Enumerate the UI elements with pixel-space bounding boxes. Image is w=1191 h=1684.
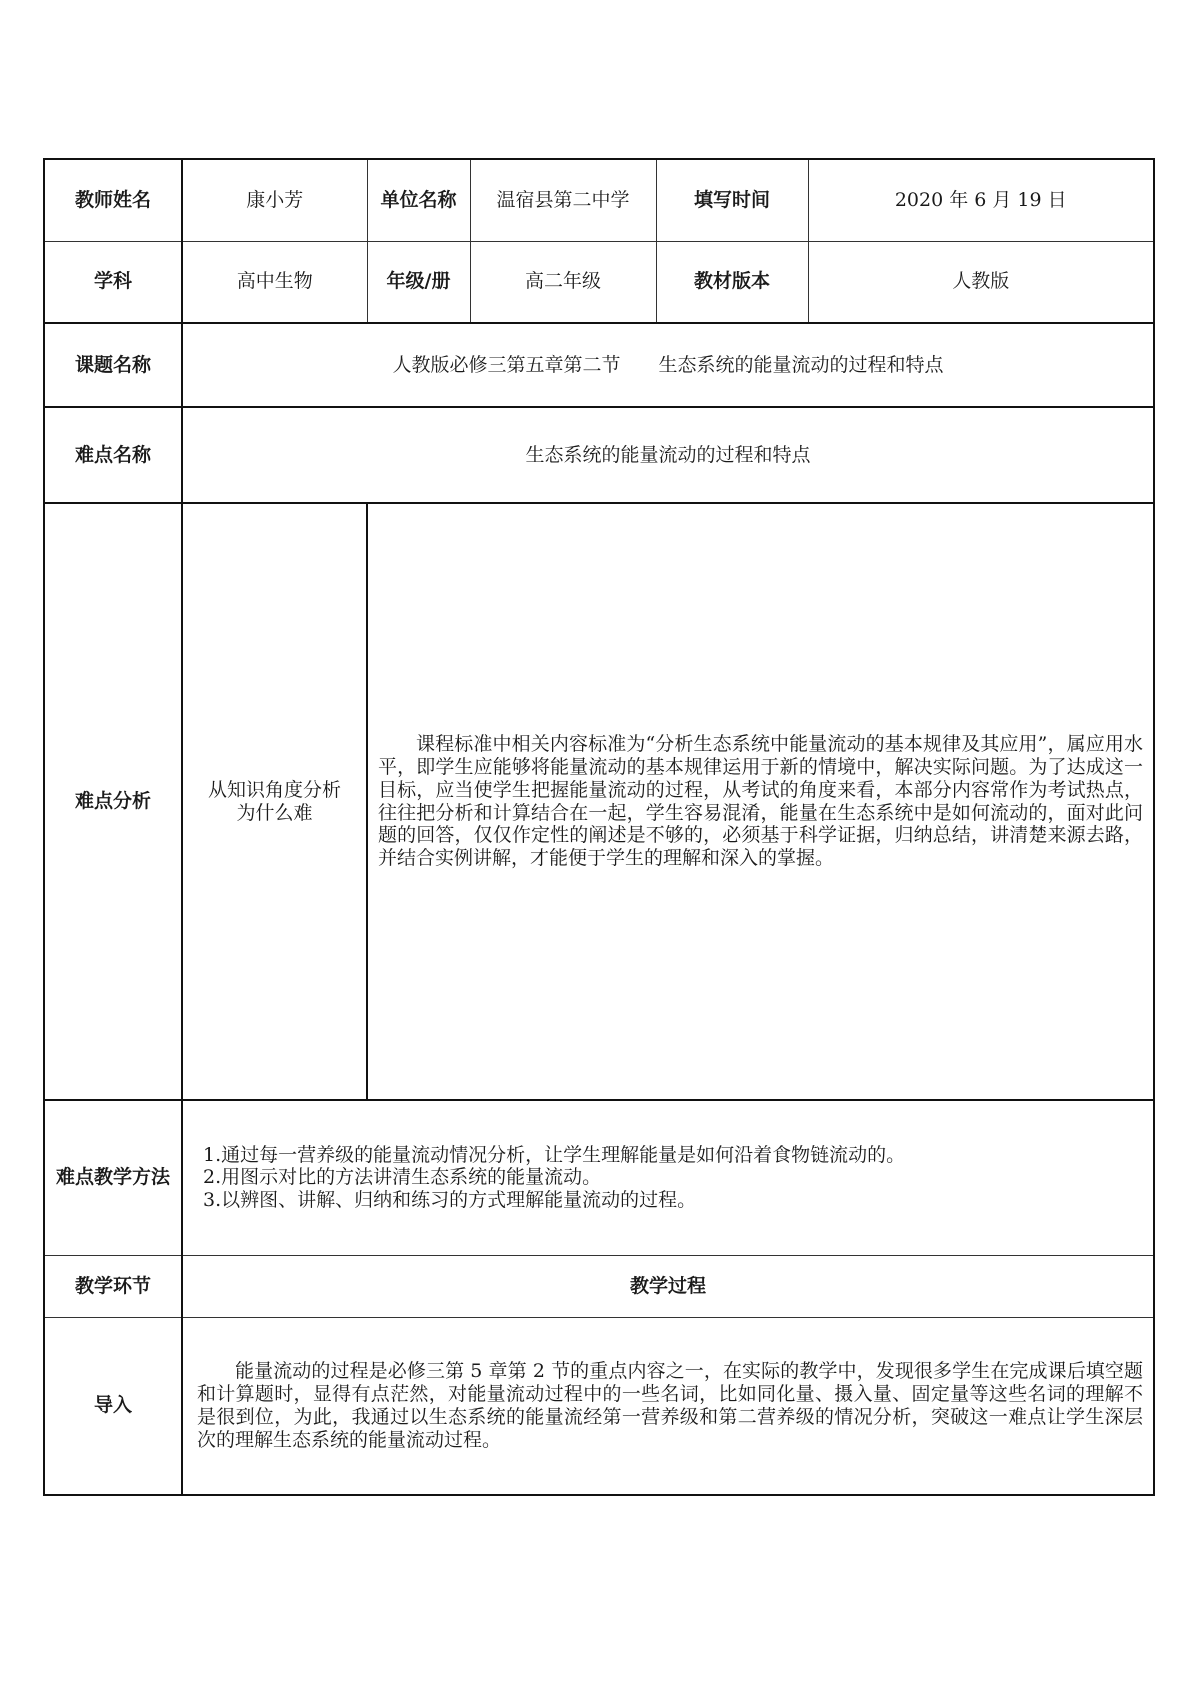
row-intro xyxy=(44,1317,1154,1495)
subject-label: 学科 xyxy=(44,241,182,323)
row-analysis xyxy=(44,503,1154,1100)
difficulty-label: 难点名称 xyxy=(44,407,182,503)
lesson-info-form xyxy=(43,158,1155,1496)
method-item-3: 3.以辨图、讲解、归纳和练习的方式理解能量流动的过程。 xyxy=(203,1189,697,1212)
process-label: 教学过程 xyxy=(182,1255,1154,1317)
teacher-name-value: 康小芳 xyxy=(182,159,367,241)
analysis-sub-label: 从知识角度分析为什么难 xyxy=(182,503,367,1100)
method-item-2: 2.用图示对比的方法讲清生态系统的能量流动。 xyxy=(203,1166,602,1189)
topic-value: 人教版必修三第五章第二节 生态系统的能量流动的过程和特点 xyxy=(182,323,1154,407)
unit-name-label: 单位名称 xyxy=(367,159,470,241)
grade-label: 年级/册 xyxy=(367,241,470,323)
analysis-text: 课程标准中相关内容标准为“分析生态系统中能量流动的基本规律及其应用”，属应用水平，即学生应能够将能量流动的基本规律运用于新的情境中，解决实际问题。为了达成这一目标，应当使学生把握能量流动的过程，从考试的角度来看，本部分内容常作为考试热点，往往把分析和计算结合在一起，学生容易混淆，能量在生态系统中是如何流动的，面对此问题的回答，仅仅作定性的阐述是不够的，必须基于科学证据，归纳总结，讲清楚来源去路，并结合实例讲解，才能便于学生的理解和深入的掌握。 xyxy=(367,503,1154,1100)
stage-label: 教学环节 xyxy=(44,1255,182,1317)
difficulty-value: 生态系统的能量流动的过程和特点 xyxy=(182,407,1154,503)
row-method xyxy=(44,1100,1154,1255)
row-difficulty xyxy=(44,407,1154,503)
row-topic xyxy=(44,323,1154,407)
subject-value: 高中生物 xyxy=(182,241,367,323)
row-teacher xyxy=(44,159,1154,241)
fill-time-value: 2020 年 6 月 19 日 xyxy=(808,159,1154,241)
row-stage-header xyxy=(44,1255,1154,1317)
method-list xyxy=(182,1100,1154,1255)
fill-time-label: 填写时间 xyxy=(656,159,808,241)
textbook-value: 人教版 xyxy=(808,241,1154,323)
method-label: 难点教学方法 xyxy=(44,1100,182,1255)
intro-label: 导入 xyxy=(44,1317,182,1495)
intro-text: 能量流动的过程是必修三第 5 章第 2 节的重点内容之一，在实际的教学中，发现很多学生在完成课后填空题和计算题时，显得有点茫然，对能量流动过程中的一些名词，比如同化量、摄入量、固定量等这些名词的理解不是很到位，为此，我通过以生态系统的能量流经第一营养级和第二营养级的情况分析，突破这一难点让学生深层次的理解生态系统的能量流动过程。 xyxy=(182,1317,1154,1495)
teacher-name-label: 教师姓名 xyxy=(44,159,182,241)
analysis-label: 难点分析 xyxy=(44,503,182,1100)
unit-name-value: 温宿县第二中学 xyxy=(470,159,656,241)
textbook-label: 教材版本 xyxy=(656,241,808,323)
method-item-1: 1.通过每一营养级的能量流动情况分析，让学生理解能量是如何沿着食物链流动的。 xyxy=(203,1143,906,1166)
grade-value: 高二年级 xyxy=(470,241,656,323)
row-subject xyxy=(44,241,1154,323)
topic-label: 课题名称 xyxy=(44,323,182,407)
